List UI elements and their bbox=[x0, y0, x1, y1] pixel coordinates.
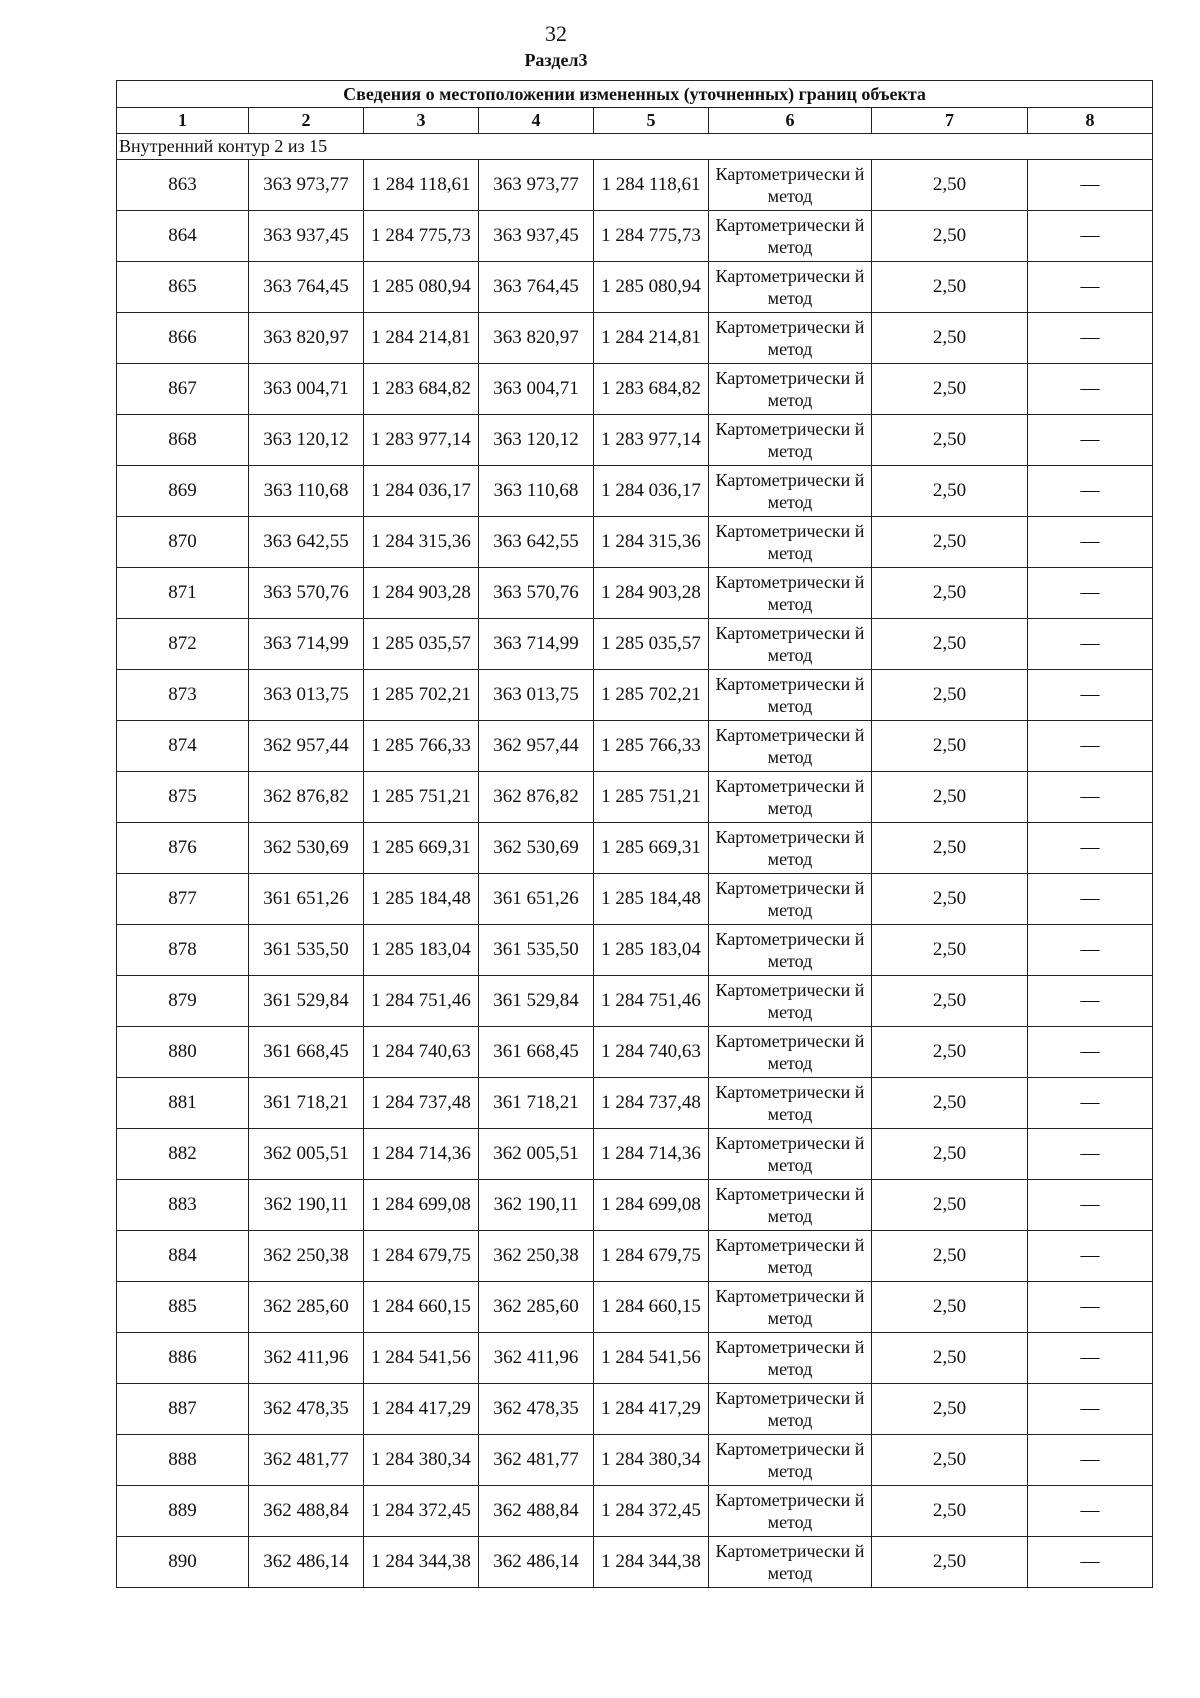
y-new-cell: 1 284 214,81 bbox=[594, 313, 709, 364]
column-number: 6 bbox=[709, 108, 872, 134]
description-cell: — bbox=[1028, 925, 1153, 976]
column-number-row bbox=[117, 108, 1153, 134]
x-old-cell: 363 013,75 bbox=[249, 670, 364, 721]
y-old-cell: 1 285 183,04 bbox=[364, 925, 479, 976]
x-old-cell: 362 005,51 bbox=[249, 1129, 364, 1180]
table-row bbox=[117, 160, 1153, 211]
accuracy-cell: 2,50 bbox=[872, 568, 1028, 619]
accuracy-cell: 2,50 bbox=[872, 721, 1028, 772]
table-row bbox=[117, 364, 1153, 415]
x-new-cell: 361 651,26 bbox=[479, 874, 594, 925]
point-number-cell: 873 bbox=[117, 670, 249, 721]
table-row bbox=[117, 466, 1153, 517]
y-old-cell: 1 284 214,81 bbox=[364, 313, 479, 364]
description-cell: — bbox=[1028, 466, 1153, 517]
x-old-cell: 363 973,77 bbox=[249, 160, 364, 211]
method-cell: Картометрически й метод bbox=[709, 466, 872, 517]
accuracy-cell: 2,50 bbox=[872, 1486, 1028, 1537]
method-cell: Картометрически й метод bbox=[709, 670, 872, 721]
method-cell: Картометрически й метод bbox=[709, 1537, 872, 1588]
point-number-cell: 890 bbox=[117, 1537, 249, 1588]
y-new-cell: 1 284 903,28 bbox=[594, 568, 709, 619]
description-cell: — bbox=[1028, 313, 1153, 364]
x-new-cell: 362 488,84 bbox=[479, 1486, 594, 1537]
method-cell: Картометрически й метод bbox=[709, 1486, 872, 1537]
y-new-cell: 1 283 684,82 bbox=[594, 364, 709, 415]
accuracy-cell: 2,50 bbox=[872, 670, 1028, 721]
accuracy-cell: 2,50 bbox=[872, 1282, 1028, 1333]
y-new-cell: 1 284 036,17 bbox=[594, 466, 709, 517]
x-old-cell: 361 535,50 bbox=[249, 925, 364, 976]
method-cell: Картометрически й метод bbox=[709, 568, 872, 619]
point-number-cell: 888 bbox=[117, 1435, 249, 1486]
accuracy-cell: 2,50 bbox=[872, 160, 1028, 211]
accuracy-cell: 2,50 bbox=[872, 364, 1028, 415]
method-cell: Картометрически й метод bbox=[709, 619, 872, 670]
x-old-cell: 361 668,45 bbox=[249, 1027, 364, 1078]
y-new-cell: 1 284 380,34 bbox=[594, 1435, 709, 1486]
x-old-cell: 361 718,21 bbox=[249, 1078, 364, 1129]
point-number-cell: 865 bbox=[117, 262, 249, 313]
table-caption-row bbox=[117, 81, 1153, 108]
accuracy-cell: 2,50 bbox=[872, 976, 1028, 1027]
x-new-cell: 362 486,14 bbox=[479, 1537, 594, 1588]
y-new-cell: 1 284 737,48 bbox=[594, 1078, 709, 1129]
accuracy-cell: 2,50 bbox=[872, 1027, 1028, 1078]
description-cell: — bbox=[1028, 1027, 1153, 1078]
x-new-cell: 361 535,50 bbox=[479, 925, 594, 976]
x-old-cell: 362 478,35 bbox=[249, 1384, 364, 1435]
table-row bbox=[117, 211, 1153, 262]
y-old-cell: 1 284 417,29 bbox=[364, 1384, 479, 1435]
table-row bbox=[117, 1435, 1153, 1486]
method-cell: Картометрически й метод bbox=[709, 772, 872, 823]
accuracy-cell: 2,50 bbox=[872, 313, 1028, 364]
description-cell: — bbox=[1028, 976, 1153, 1027]
x-old-cell: 362 190,11 bbox=[249, 1180, 364, 1231]
accuracy-cell: 2,50 bbox=[872, 1333, 1028, 1384]
point-number-cell: 885 bbox=[117, 1282, 249, 1333]
description-cell: — bbox=[1028, 1435, 1153, 1486]
description-cell: — bbox=[1028, 619, 1153, 670]
accuracy-cell: 2,50 bbox=[872, 211, 1028, 262]
x-new-cell: 363 714,99 bbox=[479, 619, 594, 670]
description-cell: — bbox=[1028, 721, 1153, 772]
y-old-cell: 1 284 740,63 bbox=[364, 1027, 479, 1078]
column-number: 2 bbox=[249, 108, 364, 134]
y-new-cell: 1 284 344,38 bbox=[594, 1537, 709, 1588]
x-new-cell: 362 957,44 bbox=[479, 721, 594, 772]
table-row bbox=[117, 976, 1153, 1027]
table-row bbox=[117, 772, 1153, 823]
table-row bbox=[117, 1333, 1153, 1384]
table-row bbox=[117, 925, 1153, 976]
method-cell: Картометрически й метод bbox=[709, 415, 872, 466]
method-cell: Картометрически й метод bbox=[709, 313, 872, 364]
y-old-cell: 1 283 684,82 bbox=[364, 364, 479, 415]
y-old-cell: 1 283 977,14 bbox=[364, 415, 479, 466]
x-new-cell: 362 285,60 bbox=[479, 1282, 594, 1333]
method-cell: Картометрически й метод bbox=[709, 721, 872, 772]
point-number-cell: 876 bbox=[117, 823, 249, 874]
description-cell: — bbox=[1028, 415, 1153, 466]
table-row bbox=[117, 1384, 1153, 1435]
accuracy-cell: 2,50 bbox=[872, 874, 1028, 925]
table-row bbox=[117, 262, 1153, 313]
point-number-cell: 882 bbox=[117, 1129, 249, 1180]
method-cell: Картометрически й метод bbox=[709, 1231, 872, 1282]
point-number-cell: 866 bbox=[117, 313, 249, 364]
accuracy-cell: 2,50 bbox=[872, 619, 1028, 670]
x-new-cell: 363 820,97 bbox=[479, 313, 594, 364]
table-row bbox=[117, 823, 1153, 874]
point-number-cell: 863 bbox=[117, 160, 249, 211]
x-old-cell: 363 120,12 bbox=[249, 415, 364, 466]
x-old-cell: 361 651,26 bbox=[249, 874, 364, 925]
y-new-cell: 1 284 751,46 bbox=[594, 976, 709, 1027]
description-cell: — bbox=[1028, 772, 1153, 823]
accuracy-cell: 2,50 bbox=[872, 1537, 1028, 1588]
y-new-cell: 1 284 699,08 bbox=[594, 1180, 709, 1231]
method-cell: Картометрически й метод bbox=[709, 1333, 872, 1384]
point-number-cell: 877 bbox=[117, 874, 249, 925]
y-new-cell: 1 284 740,63 bbox=[594, 1027, 709, 1078]
method-cell: Картометрически й метод bbox=[709, 1384, 872, 1435]
x-new-cell: 363 642,55 bbox=[479, 517, 594, 568]
x-new-cell: 361 718,21 bbox=[479, 1078, 594, 1129]
description-cell: — bbox=[1028, 1384, 1153, 1435]
accuracy-cell: 2,50 bbox=[872, 262, 1028, 313]
accuracy-cell: 2,50 bbox=[872, 1435, 1028, 1486]
description-cell: — bbox=[1028, 211, 1153, 262]
contour-row bbox=[117, 134, 1153, 160]
x-new-cell: 363 120,12 bbox=[479, 415, 594, 466]
table-caption: Сведения о местоположении измененных (уточненных) границ объекта bbox=[117, 81, 1153, 108]
y-old-cell: 1 284 737,48 bbox=[364, 1078, 479, 1129]
accuracy-cell: 2,50 bbox=[872, 1180, 1028, 1231]
x-new-cell: 362 876,82 bbox=[479, 772, 594, 823]
x-old-cell: 363 937,45 bbox=[249, 211, 364, 262]
description-cell: — bbox=[1028, 1537, 1153, 1588]
x-old-cell: 363 764,45 bbox=[249, 262, 364, 313]
description-cell: — bbox=[1028, 1231, 1153, 1282]
table-row bbox=[117, 1078, 1153, 1129]
method-cell: Картометрически й метод bbox=[709, 517, 872, 568]
method-cell: Картометрически й метод bbox=[709, 1180, 872, 1231]
y-new-cell: 1 285 702,21 bbox=[594, 670, 709, 721]
x-new-cell: 362 250,38 bbox=[479, 1231, 594, 1282]
method-cell: Картометрически й метод bbox=[709, 1129, 872, 1180]
method-cell: Картометрически й метод bbox=[709, 262, 872, 313]
point-number-cell: 875 bbox=[117, 772, 249, 823]
x-old-cell: 362 957,44 bbox=[249, 721, 364, 772]
description-cell: — bbox=[1028, 1486, 1153, 1537]
point-number-cell: 868 bbox=[117, 415, 249, 466]
y-old-cell: 1 285 080,94 bbox=[364, 262, 479, 313]
description-cell: — bbox=[1028, 364, 1153, 415]
method-cell: Картометрически й метод bbox=[709, 874, 872, 925]
method-cell: Картометрически й метод bbox=[709, 1435, 872, 1486]
y-old-cell: 1 284 315,36 bbox=[364, 517, 479, 568]
y-new-cell: 1 285 669,31 bbox=[594, 823, 709, 874]
accuracy-cell: 2,50 bbox=[872, 772, 1028, 823]
x-old-cell: 362 876,82 bbox=[249, 772, 364, 823]
x-new-cell: 363 570,76 bbox=[479, 568, 594, 619]
description-cell: — bbox=[1028, 160, 1153, 211]
y-old-cell: 1 285 751,21 bbox=[364, 772, 479, 823]
x-new-cell: 363 764,45 bbox=[479, 262, 594, 313]
point-number-cell: 887 bbox=[117, 1384, 249, 1435]
point-number-cell: 871 bbox=[117, 568, 249, 619]
y-new-cell: 1 285 035,57 bbox=[594, 619, 709, 670]
y-old-cell: 1 285 766,33 bbox=[364, 721, 479, 772]
description-cell: — bbox=[1028, 1282, 1153, 1333]
x-new-cell: 363 004,71 bbox=[479, 364, 594, 415]
y-new-cell: 1 284 660,15 bbox=[594, 1282, 709, 1333]
y-old-cell: 1 284 679,75 bbox=[364, 1231, 479, 1282]
point-number-cell: 864 bbox=[117, 211, 249, 262]
column-number: 4 bbox=[479, 108, 594, 134]
point-number-cell: 889 bbox=[117, 1486, 249, 1537]
column-number: 5 bbox=[594, 108, 709, 134]
table-row bbox=[117, 1027, 1153, 1078]
description-cell: — bbox=[1028, 517, 1153, 568]
y-new-cell: 1 284 417,29 bbox=[594, 1384, 709, 1435]
x-old-cell: 362 486,14 bbox=[249, 1537, 364, 1588]
table-row bbox=[117, 1180, 1153, 1231]
accuracy-cell: 2,50 bbox=[872, 466, 1028, 517]
x-new-cell: 362 411,96 bbox=[479, 1333, 594, 1384]
description-cell: — bbox=[1028, 262, 1153, 313]
accuracy-cell: 2,50 bbox=[872, 415, 1028, 466]
accuracy-cell: 2,50 bbox=[872, 1078, 1028, 1129]
y-old-cell: 1 284 775,73 bbox=[364, 211, 479, 262]
column-number: 3 bbox=[364, 108, 479, 134]
point-number-cell: 880 bbox=[117, 1027, 249, 1078]
x-old-cell: 362 250,38 bbox=[249, 1231, 364, 1282]
y-old-cell: 1 284 903,28 bbox=[364, 568, 479, 619]
y-new-cell: 1 284 372,45 bbox=[594, 1486, 709, 1537]
y-new-cell: 1 284 679,75 bbox=[594, 1231, 709, 1282]
x-new-cell: 363 937,45 bbox=[479, 211, 594, 262]
description-cell: — bbox=[1028, 568, 1153, 619]
x-old-cell: 361 529,84 bbox=[249, 976, 364, 1027]
x-old-cell: 362 411,96 bbox=[249, 1333, 364, 1384]
y-old-cell: 1 284 344,38 bbox=[364, 1537, 479, 1588]
section-title: Раздел3 bbox=[524, 50, 588, 70]
point-number-cell: 874 bbox=[117, 721, 249, 772]
x-new-cell: 363 013,75 bbox=[479, 670, 594, 721]
y-old-cell: 1 284 751,46 bbox=[364, 976, 479, 1027]
point-number-cell: 879 bbox=[117, 976, 249, 1027]
x-new-cell: 361 529,84 bbox=[479, 976, 594, 1027]
y-new-cell: 1 283 977,14 bbox=[594, 415, 709, 466]
method-cell: Картометрически й метод bbox=[709, 211, 872, 262]
y-old-cell: 1 284 372,45 bbox=[364, 1486, 479, 1537]
y-new-cell: 1 284 541,56 bbox=[594, 1333, 709, 1384]
column-number: 1 bbox=[117, 108, 249, 134]
description-cell: — bbox=[1028, 874, 1153, 925]
x-old-cell: 363 570,76 bbox=[249, 568, 364, 619]
y-old-cell: 1 284 541,56 bbox=[364, 1333, 479, 1384]
x-old-cell: 363 642,55 bbox=[249, 517, 364, 568]
point-number-cell: 872 bbox=[117, 619, 249, 670]
table-row bbox=[117, 619, 1153, 670]
point-number-cell: 869 bbox=[117, 466, 249, 517]
point-number-cell: 884 bbox=[117, 1231, 249, 1282]
table-row bbox=[117, 313, 1153, 364]
x-old-cell: 363 714,99 bbox=[249, 619, 364, 670]
y-old-cell: 1 285 702,21 bbox=[364, 670, 479, 721]
y-old-cell: 1 284 380,34 bbox=[364, 1435, 479, 1486]
accuracy-cell: 2,50 bbox=[872, 925, 1028, 976]
description-cell: — bbox=[1028, 1180, 1153, 1231]
y-old-cell: 1 284 118,61 bbox=[364, 160, 479, 211]
table-row bbox=[117, 1486, 1153, 1537]
y-new-cell: 1 284 315,36 bbox=[594, 517, 709, 568]
table-row bbox=[117, 415, 1153, 466]
accuracy-cell: 2,50 bbox=[872, 823, 1028, 874]
x-old-cell: 362 481,77 bbox=[249, 1435, 364, 1486]
x-old-cell: 363 110,68 bbox=[249, 466, 364, 517]
y-new-cell: 1 284 714,36 bbox=[594, 1129, 709, 1180]
y-old-cell: 1 284 699,08 bbox=[364, 1180, 479, 1231]
method-cell: Картометрически й метод bbox=[709, 925, 872, 976]
table-row bbox=[117, 670, 1153, 721]
point-number-cell: 870 bbox=[117, 517, 249, 568]
y-old-cell: 1 284 714,36 bbox=[364, 1129, 479, 1180]
point-number-cell: 886 bbox=[117, 1333, 249, 1384]
y-new-cell: 1 285 751,21 bbox=[594, 772, 709, 823]
column-number: 7 bbox=[872, 108, 1028, 134]
accuracy-cell: 2,50 bbox=[872, 1384, 1028, 1435]
y-old-cell: 1 284 036,17 bbox=[364, 466, 479, 517]
description-cell: — bbox=[1028, 670, 1153, 721]
description-cell: — bbox=[1028, 1333, 1153, 1384]
description-cell: — bbox=[1028, 1129, 1153, 1180]
description-cell: — bbox=[1028, 1078, 1153, 1129]
x-new-cell: 362 530,69 bbox=[479, 823, 594, 874]
point-number-cell: 867 bbox=[117, 364, 249, 415]
column-number: 8 bbox=[1028, 108, 1153, 134]
x-old-cell: 363 820,97 bbox=[249, 313, 364, 364]
y-new-cell: 1 285 766,33 bbox=[594, 721, 709, 772]
x-new-cell: 362 481,77 bbox=[479, 1435, 594, 1486]
point-number-cell: 881 bbox=[117, 1078, 249, 1129]
x-new-cell: 362 190,11 bbox=[479, 1180, 594, 1231]
x-old-cell: 363 004,71 bbox=[249, 364, 364, 415]
x-old-cell: 362 285,60 bbox=[249, 1282, 364, 1333]
x-new-cell: 362 478,35 bbox=[479, 1384, 594, 1435]
y-old-cell: 1 285 184,48 bbox=[364, 874, 479, 925]
contour-label: Внутренний контур 2 из 15 bbox=[117, 134, 1153, 160]
y-old-cell: 1 285 035,57 bbox=[364, 619, 479, 670]
accuracy-cell: 2,50 bbox=[872, 1231, 1028, 1282]
table-row bbox=[117, 568, 1153, 619]
method-cell: Картометрически й метод bbox=[709, 976, 872, 1027]
y-new-cell: 1 285 184,48 bbox=[594, 874, 709, 925]
table-row bbox=[117, 1282, 1153, 1333]
table-row bbox=[117, 721, 1153, 772]
x-new-cell: 362 005,51 bbox=[479, 1129, 594, 1180]
method-cell: Картометрически й метод bbox=[709, 160, 872, 211]
point-number-cell: 878 bbox=[117, 925, 249, 976]
coordinates-table bbox=[116, 80, 1153, 1588]
x-new-cell: 361 668,45 bbox=[479, 1027, 594, 1078]
method-cell: Картометрически й метод bbox=[709, 823, 872, 874]
method-cell: Картометрически й метод bbox=[709, 1078, 872, 1129]
y-new-cell: 1 284 775,73 bbox=[594, 211, 709, 262]
y-new-cell: 1 284 118,61 bbox=[594, 160, 709, 211]
accuracy-cell: 2,50 bbox=[872, 517, 1028, 568]
x-old-cell: 362 488,84 bbox=[249, 1486, 364, 1537]
table-row bbox=[117, 1231, 1153, 1282]
y-new-cell: 1 285 080,94 bbox=[594, 262, 709, 313]
y-old-cell: 1 284 660,15 bbox=[364, 1282, 479, 1333]
table-row bbox=[117, 874, 1153, 925]
y-new-cell: 1 285 183,04 bbox=[594, 925, 709, 976]
table-row bbox=[117, 517, 1153, 568]
method-cell: Картометрически й метод bbox=[709, 364, 872, 415]
method-cell: Картометрически й метод bbox=[709, 1027, 872, 1078]
table-row bbox=[117, 1537, 1153, 1588]
point-number-cell: 883 bbox=[117, 1180, 249, 1231]
description-cell: — bbox=[1028, 823, 1153, 874]
x-new-cell: 363 110,68 bbox=[479, 466, 594, 517]
x-old-cell: 362 530,69 bbox=[249, 823, 364, 874]
x-new-cell: 363 973,77 bbox=[479, 160, 594, 211]
method-cell: Картометрически й метод bbox=[709, 1282, 872, 1333]
accuracy-cell: 2,50 bbox=[872, 1129, 1028, 1180]
table-row bbox=[117, 1129, 1153, 1180]
page-number: 32 bbox=[545, 21, 567, 46]
y-old-cell: 1 285 669,31 bbox=[364, 823, 479, 874]
